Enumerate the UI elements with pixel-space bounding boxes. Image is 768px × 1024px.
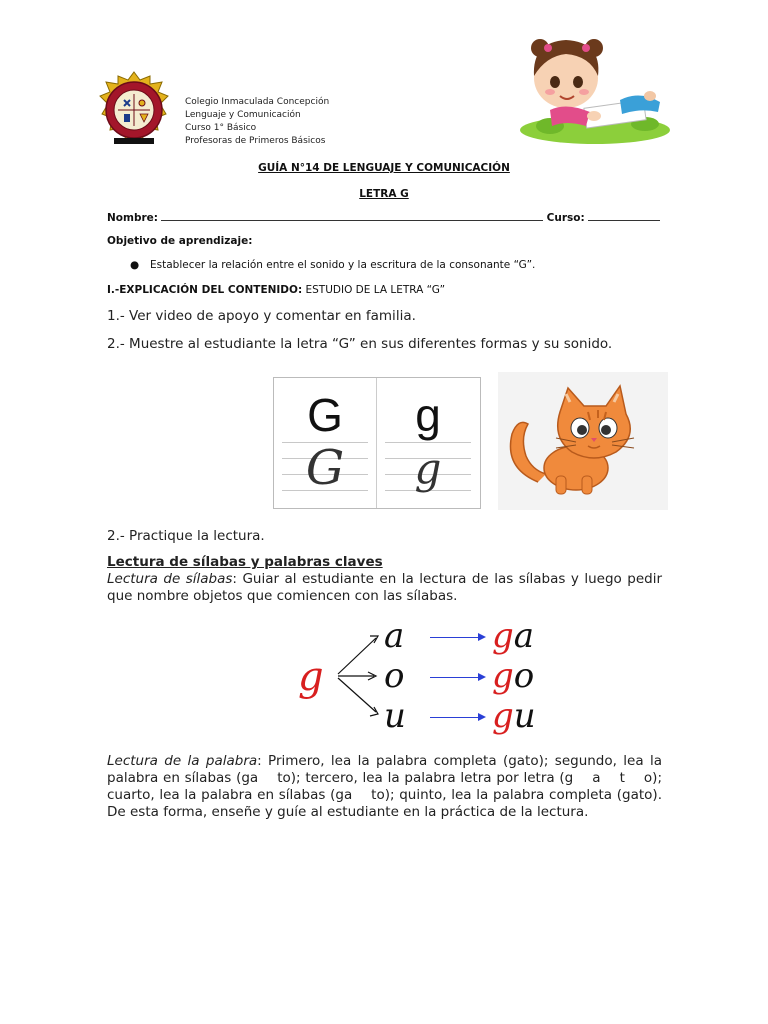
word-label: Lectura de la palabra xyxy=(107,753,258,769)
syllable-diagram xyxy=(290,612,570,736)
section-rest: ESTUDIO DE LA LETRA “G” xyxy=(302,284,446,296)
blue-arrowhead-o xyxy=(478,673,486,681)
course-field[interactable] xyxy=(588,210,660,221)
name-course-line xyxy=(107,210,660,224)
lowercase-g-cursive: g xyxy=(414,444,442,493)
blue-arrow-o xyxy=(430,677,480,678)
blue-arrowhead-u xyxy=(478,713,486,721)
cat-illustration xyxy=(498,372,668,510)
name-field[interactable] xyxy=(161,210,543,221)
syllable-go: go xyxy=(492,656,535,696)
syllable-gu: gu xyxy=(492,696,536,736)
syllables-paragraph xyxy=(107,571,662,605)
vowel-o: o xyxy=(384,656,405,696)
root-consonant-g: g xyxy=(298,654,324,700)
step-3: 2.- Practique la lectura. xyxy=(107,528,265,544)
section-heading xyxy=(107,284,445,296)
vowel-a: a xyxy=(384,616,405,656)
course-name: Curso 1° Básico xyxy=(185,123,257,133)
word-text: : Primero, lea la palabra completa (gato); segundo, lea la palabra en sílabas (ga to); tercero, lea la palabra letra por letra (g a t o); cuarto, lea la palabra en sílabas (ga to); quinto, lea la palabra completa (gato). De esta forma, enseñe y guíe al estudiante en la práctica de la lectura. xyxy=(107,753,667,820)
school-crest-logo xyxy=(96,70,172,150)
girl-illustration xyxy=(510,30,670,148)
name-label: Nombre: xyxy=(107,212,158,224)
section-label: I.-EXPLICACIÓN DEL CONTENIDO: xyxy=(107,284,303,296)
uppercase-g-cell xyxy=(274,378,377,508)
guide-title: GUÍA N°14 DE LENGUAJE Y COMUNICACIÓN xyxy=(258,162,510,174)
objective-text: Establecer la relación entre el sonido y la escritura de la consonante “G”. xyxy=(150,259,536,271)
letter-g-card xyxy=(273,377,481,509)
subject-name: Lenguaje y Comunicación xyxy=(185,110,301,120)
syllable-ga: ga xyxy=(492,616,535,656)
uppercase-g-print: G xyxy=(307,389,343,441)
school-name: Colegio Inmaculada Concepción xyxy=(185,97,330,107)
guide-subtitle: LETRA G xyxy=(359,188,409,200)
reading-heading: Lectura de sílabas y palabras claves xyxy=(107,554,383,570)
uppercase-g-cursive: G xyxy=(305,440,345,496)
lowercase-g-cell xyxy=(377,378,479,508)
blue-arrowhead-a xyxy=(478,633,486,641)
step-1: 1.- Ver video de apoyo y comentar en familia. xyxy=(107,308,416,324)
syllables-text: : Guiar al estudiante en la lectura de las sílabas y luego pedir que nombre objetos que comiencen con las sílabas. xyxy=(107,571,662,604)
syllables-label: Lectura de sílabas xyxy=(107,571,233,587)
step-2: 2.- Muestre al estudiante la letra “G” en sus diferentes formas y su sonido. xyxy=(107,336,613,352)
objective-bullet-dot: ● xyxy=(130,259,140,271)
word-reading-paragraph xyxy=(107,753,667,821)
objective-label: Objetivo de aprendizaje: xyxy=(107,235,253,247)
lowercase-g-print: g xyxy=(415,389,441,441)
blue-arrow-a xyxy=(430,637,480,638)
vowel-u: u xyxy=(384,696,406,736)
course-label: Curso: xyxy=(546,212,585,224)
blue-arrow-u xyxy=(430,717,480,718)
teachers-name: Profesoras de Primeros Básicos xyxy=(185,136,326,146)
